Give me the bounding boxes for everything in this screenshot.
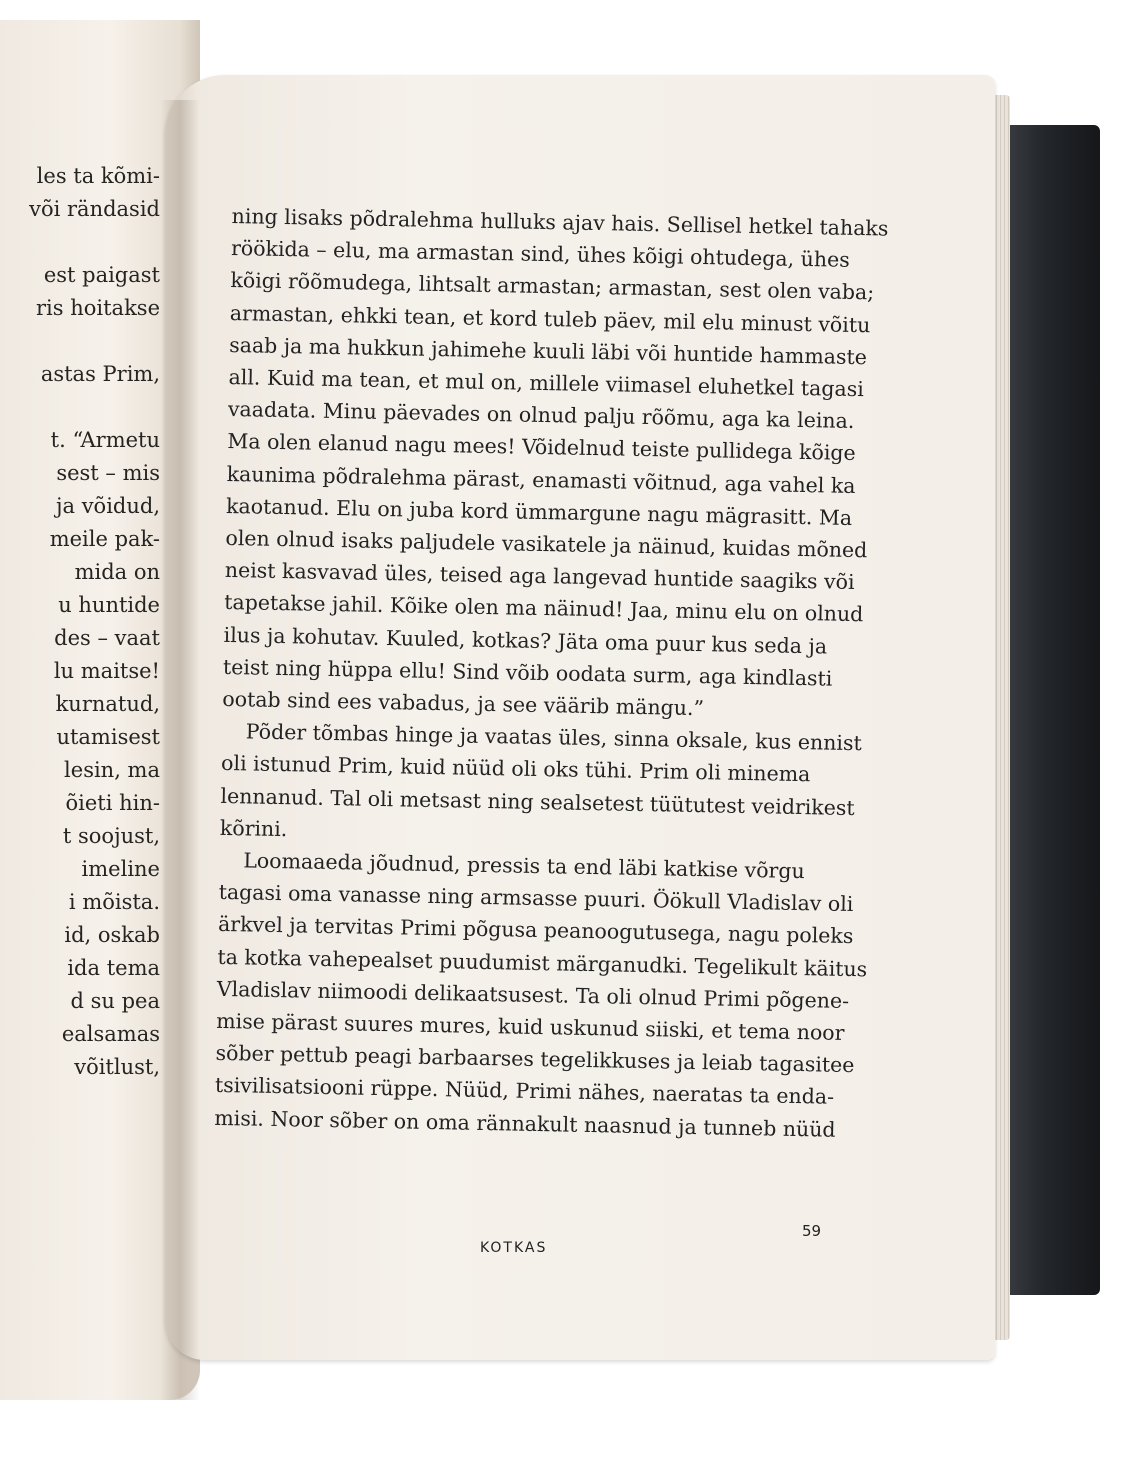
left-page-line: ris hoitakse — [36, 296, 160, 320]
text-line: ilus ja kohutav. Kuuled, kotkas? Jäta oma puur kus seda ja — [223, 622, 828, 659]
left-page-line: võitlust, — [74, 1055, 160, 1079]
text-line: misi. Noor sõber on oma rännakult naasnud ja tunneb nüüd — [214, 1105, 836, 1142]
book-cover — [1000, 125, 1100, 1295]
left-page-line — [0, 226, 160, 259]
text-line: kõrini. — [219, 815, 288, 842]
left-page-line — [0, 325, 160, 358]
left-page-line: sest – mis — [56, 461, 160, 485]
paragraph — [219, 715, 862, 855]
text-line: ootab sind ees vabadus, ja see väärib mängu.” — [222, 686, 705, 721]
text-line: röökida – elu, ma armastan sind, ühes kõigi ohtudega, ühes — [230, 236, 850, 273]
text-line: kõigi rõõmudega, lihtsalt armastan; armastan, sest olen vaba; — [230, 268, 875, 305]
text-line: kaotanud. Elu on juba kord ümmargune nagu mägrasitt. Ma — [225, 493, 853, 530]
left-page-line — [0, 391, 160, 424]
text-line: teist ning hüppa ellu! Sind võib oodata surm, aga kindlasti — [222, 654, 833, 691]
left-page-line: lu maitse! — [53, 659, 160, 683]
text-line: tapetakse jahil. Kõike olen ma näinud! Jaa, minu elu on olnud — [224, 590, 864, 627]
left-page-line: utamisest — [56, 725, 160, 749]
text-line: oli istunud Prim, kuid nüüd oli oks tühi. Prim oli minema — [220, 751, 811, 787]
left-page-line: või rändasid — [29, 197, 160, 221]
paragraph — [214, 844, 868, 1145]
left-page-line: lesin, ma — [64, 758, 160, 782]
left-page-line: id, oskab — [64, 923, 160, 947]
left-page-line: ja võidud, — [55, 494, 160, 518]
text-line: armastan, ehkki tean, et kord tuleb päev, mil elu minust võitu — [229, 300, 871, 337]
text-line: ta kotka vahepealset puudumist märganudki. Tegelikult käitus — [217, 944, 868, 982]
text-line: tsivilisatsiooni rüppe. Nüüd, Primi nähes, naeratas ta enda- — [214, 1073, 835, 1110]
left-page-line: d su pea — [70, 989, 160, 1013]
text-line: kaunima põdralehma pärast, enamasti võitnud, aga vahel ka — [226, 461, 856, 498]
left-page-line: astas Prim, — [40, 362, 160, 386]
left-page-line: mida on — [74, 560, 160, 584]
text-line: Vladislav niimoodi delikaatsusest. Ta oli olnud Primi põgene- — [216, 976, 850, 1013]
left-page-line: ida tema — [67, 956, 160, 980]
right-page-text — [214, 200, 889, 1145]
text-line: Loomaaeda jõudnud, pressis ta end läbi katkise võrgu — [243, 848, 805, 884]
text-line: lennanud. Tal oli metsast ning sealsetest tüütutest veidrikest — [220, 783, 855, 820]
left-page-line: ealsamas — [61, 1022, 160, 1046]
left-page-text — [0, 160, 160, 1084]
left-page-line: i mõista. — [68, 890, 160, 914]
left-page-line: les ta kõmi- — [36, 164, 160, 188]
text-line: neist kasvavad üles, teised aga langevad huntide saagiks või — [224, 558, 855, 595]
text-line: Põder tõmbas hinge ja vaatas üles, sinna oksale, kus ennist — [245, 719, 862, 756]
left-page-line: u huntide — [58, 593, 160, 617]
text-line: all. Kuid ma tean, et mul on, millele viimasel eluhetkel tagasi — [228, 364, 865, 402]
text-line: olen olnud isaks paljudele vasikatele ja näinud, kuidas mõned — [225, 525, 868, 563]
text-line: ning lisaks põdralehma hulluks ajav hais. Sellisel hetkel tahaks — [231, 203, 889, 241]
left-page-line: des – vaat — [54, 626, 160, 650]
left-page-line: t soojust, — [62, 824, 160, 848]
text-line: saab ja ma hukkun jahimehe kuuli läbi või huntide hammaste — [228, 332, 868, 370]
text-line: vaadata. Minu päevades on olnud palju rõõmu, aga ka leina. — [227, 397, 855, 434]
text-line: mise pärast suures mures, kuid uskunud siiski, et tema noor — [216, 1008, 845, 1045]
left-page-line: t. “Armetu — [50, 428, 160, 452]
left-page-line: est paigast — [43, 263, 160, 287]
book-gutter — [160, 100, 200, 1400]
paragraph — [222, 200, 889, 726]
left-page-line: imeline — [81, 857, 160, 881]
text-line: tagasi oma vanasse ning armsasse puuri. Öökull Vladislav oli — [218, 880, 854, 917]
left-page-line: meile pak- — [49, 527, 160, 551]
text-line: sõber pettub peagi barbaarses tegelikkuses ja leiab tagasitee — [215, 1041, 855, 1078]
left-page-line: kurnatud, — [55, 692, 160, 716]
page-number: 59 — [802, 1222, 822, 1240]
left-page-line: õieti hin- — [65, 791, 160, 815]
running-head: KOTKAS — [480, 1240, 548, 1256]
text-line: ärkvel ja tervitas Primi põgusa peanoogutusega, nagu poleks — [217, 912, 854, 949]
text-line: Ma olen elanud nagu mees! Võidelnud teiste pullidega kõige — [227, 429, 856, 466]
